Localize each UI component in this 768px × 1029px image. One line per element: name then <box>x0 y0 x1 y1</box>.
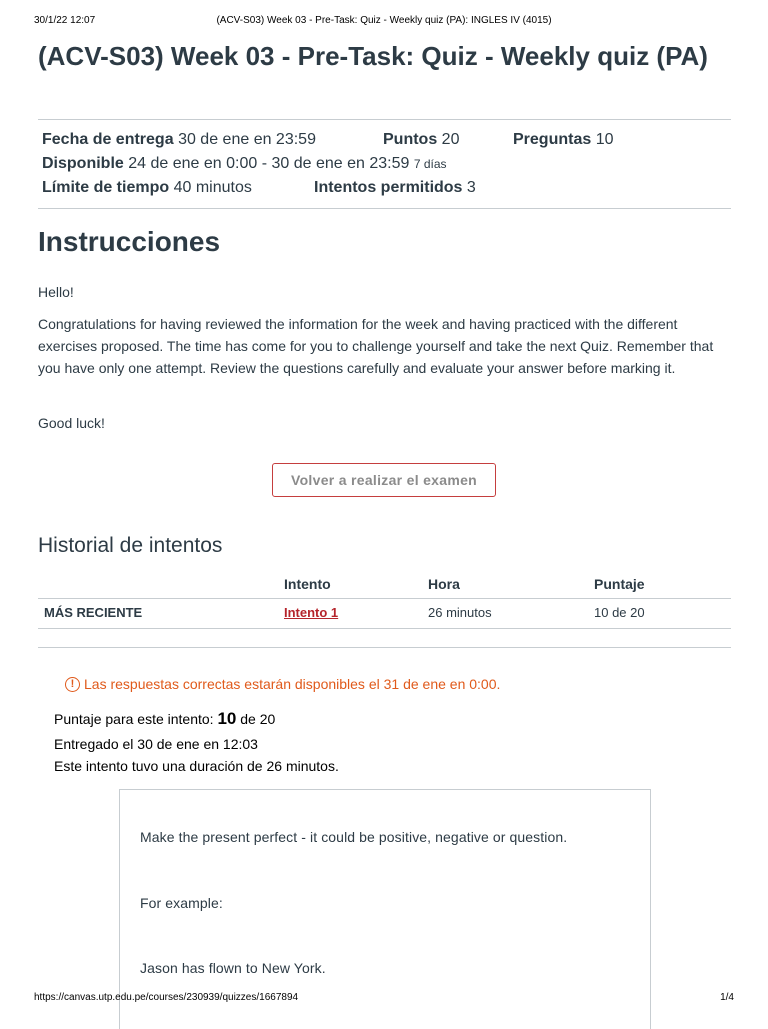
print-header <box>34 15 734 29</box>
points-value: 20 <box>441 131 460 148</box>
attempt-score: 10 de 20 <box>594 605 645 620</box>
retake-quiz-button[interactable]: Volver a realizar el examen <box>272 463 496 497</box>
due-date-item <box>42 128 316 152</box>
divider <box>38 208 731 209</box>
availability-days: 7 días <box>413 157 447 171</box>
availability-value: 24 de ene en 0:00 - 30 de ene en 23:59 <box>128 155 410 172</box>
divider <box>38 647 731 648</box>
questions-value: 10 <box>595 131 614 148</box>
row-label-most-recent: MÁS RECIENTE <box>44 605 143 620</box>
notice-text: Las respuestas correctas estarán disponibles el 31 de ene en 0:00. <box>84 676 501 692</box>
due-date-value: 30 de ene en 23:59 <box>178 131 316 148</box>
divider <box>38 119 731 120</box>
question-example-label: For example: <box>140 895 223 911</box>
attempts-allowed-item <box>314 176 476 200</box>
score-prefix: Puntaje para este intento: <box>54 711 214 727</box>
points-item <box>383 128 459 152</box>
time-limit-value: 40 minutos <box>173 179 252 196</box>
table-row <box>38 599 731 629</box>
instructions-closing: Good luck! <box>38 415 105 431</box>
instructions-greeting: Hello! <box>38 284 74 300</box>
duration-line: Este intento tuvo una duración de 26 minutos. <box>54 758 339 774</box>
instructions-body: Congratulations for having reviewed the information for the week and having practiced with the different exercises proposed. The time has come for you to challenge yourself and take the next Quiz. Remember that you have only one attempt. Review the questions carefully and evaluate your answer before marking it. <box>38 316 714 376</box>
availability-label: Disponible <box>42 155 124 172</box>
points-label: Puntos <box>383 131 438 148</box>
score-suffix: de 20 <box>240 711 276 727</box>
time-limit-item <box>42 176 252 200</box>
questions-label: Preguntas <box>513 131 592 148</box>
print-timestamp: 30/1/22 12:07 <box>34 15 96 26</box>
print-url: https://canvas.utp.edu.pe/courses/230939/quizzes/1667894 <box>34 992 299 1003</box>
question-instruction: Make the present perfect - it could be positive, negative or question. <box>140 829 568 845</box>
question-example-sentence: Jason has flown to New York. <box>140 960 326 976</box>
attempt-1-link[interactable]: Intento 1 <box>284 605 339 620</box>
warning-circle-icon: ! <box>65 677 80 692</box>
column-header-score: Puntaje <box>594 576 645 592</box>
due-date-label: Fecha de entrega <box>42 131 174 148</box>
attempts-allowed-value: 3 <box>466 179 476 196</box>
answers-availability-notice <box>65 676 500 692</box>
print-page-number: 1/4 <box>720 992 734 1003</box>
page-title: (ACV-S03) Week 03 - Pre-Task: Quiz - Weekly quiz (PA) <box>38 41 708 71</box>
attempt-score-line <box>54 708 275 730</box>
attempts-allowed-label: Intentos permitidos <box>314 179 463 196</box>
score-value: 10 <box>217 709 237 728</box>
instructions-heading: Instrucciones <box>38 226 221 257</box>
questions-item <box>513 128 614 152</box>
print-document-title: (ACV-S03) Week 03 - Pre-Task: Quiz - Weekly quiz (PA): INGLES IV (4015) <box>216 15 552 26</box>
submitted-line: Entregado el 30 de ene en 12:03 <box>54 736 258 752</box>
time-limit-label: Límite de tiempo <box>42 179 170 196</box>
attempt-history-heading: Historial de intentos <box>38 534 223 557</box>
column-header-attempt: Intento <box>284 576 331 592</box>
availability-item <box>42 152 447 176</box>
print-footer <box>34 992 734 1006</box>
attempt-time: 26 minutos <box>428 605 492 620</box>
column-header-time: Hora <box>428 576 460 592</box>
table-header-row <box>38 570 731 599</box>
